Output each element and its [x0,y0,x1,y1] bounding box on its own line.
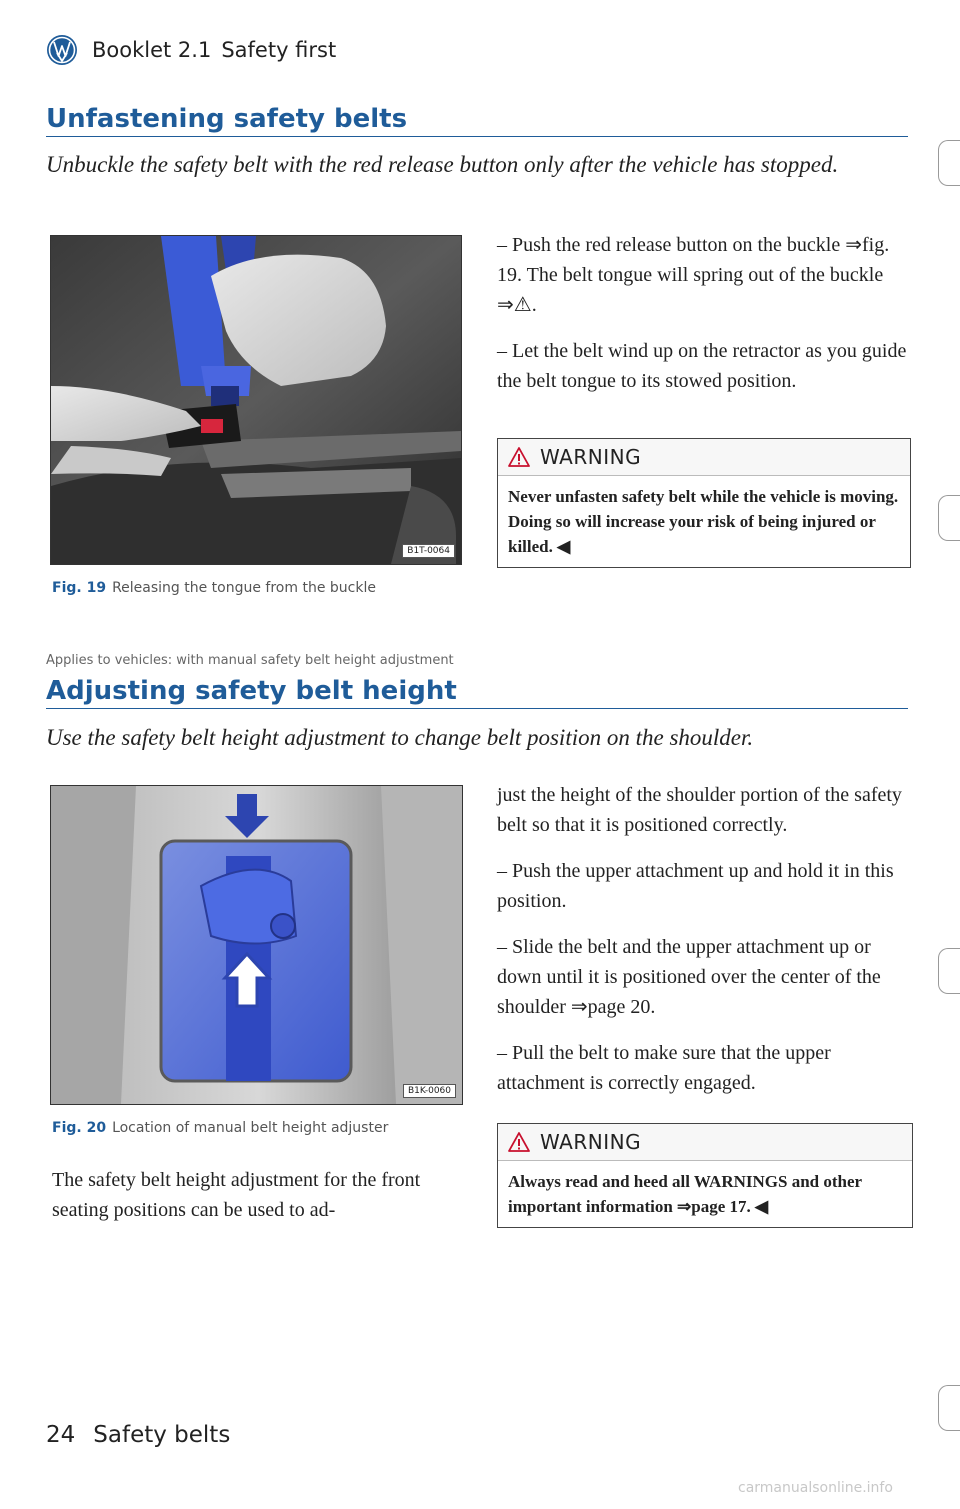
figure-19-caption [52,580,376,596]
figure-19-image [50,235,462,565]
warning-box [497,1123,913,1228]
figure-caption-text: Releasing the tongue from the buckle [112,580,376,596]
section-rule [46,136,908,137]
section2-right-text [497,780,909,1114]
vw-logo-icon [46,34,78,66]
margin-tab-mark [938,948,960,994]
section-intro: Use the safety belt height adjustment to change belt position on the shoulder. [46,725,754,750]
step-item: – Slide the belt and the upper attachment up or down until it is positioned over the center of the shoulder ⇒page 20. [497,936,881,1018]
header-title: Safety first [221,38,337,62]
warning-box [497,438,911,568]
warning-title: WARNING [540,1130,642,1154]
step-item: – Let the belt wind up on the retractor as you guide the belt tongue to its stowed position. [497,340,907,392]
warning-triangle-icon [508,1132,530,1152]
height-adjuster-illustration [51,786,462,1104]
warning-header [498,1124,912,1161]
header-text [92,38,336,62]
warning-text: Always read and heed all WARNINGS and other important information ⇒page 17. ◀ [508,1172,862,1216]
section2-left-text: The safety belt height adjustment for the front seating positions can be used to ad- [52,1169,421,1221]
warning-title: WARNING [540,445,642,469]
step-item: – Push the upper attachment up and hold it in this position. [497,860,894,912]
section1-steps [497,230,907,412]
page-header [46,30,336,70]
figure-20-caption [52,1120,388,1136]
section-title-adjusting: Adjusting safety belt height [46,676,457,706]
step-item: – Push the red release button on the buckle ⇒fig. 19. The belt tongue will spring out of the buckle ⇒⚠. [497,234,890,316]
margin-tab-mark [938,140,960,186]
buckle-illustration [51,236,461,564]
paragraph: just the height of the shoulder portion of the safety belt so that it is positioned correctly. [497,784,902,836]
figure-code: B1T-0064 [402,544,455,558]
figure-code: B1K-0060 [403,1084,456,1098]
page-number: 24 [46,1422,76,1448]
watermark-text: carmanualsonline.info [738,1480,893,1496]
step-item: – Pull the belt to make sure that the upper attachment is correctly engaged. [497,1042,831,1094]
figure-caption-text: Location of manual belt height adjuster [112,1120,389,1136]
figure-20-image [50,785,463,1105]
section-rule [46,708,908,709]
warning-triangle-icon [508,447,530,467]
margin-tab-mark [938,1385,960,1431]
figure-label: Fig. 20 [52,1120,107,1136]
margin-tab-mark [938,495,960,541]
page-footer [46,1422,230,1448]
section-intro: Unbuckle the safety belt with the red release button only after the vehicle has stopped. [46,152,839,177]
warning-header [498,439,910,476]
applies-note: Applies to vehicles: with manual safety belt height adjustment [46,653,454,668]
chapter-name: Safety belts [93,1422,231,1448]
figure-label: Fig. 19 [52,580,107,596]
booklet-label: Booklet 2.1 [92,38,212,62]
warning-text: Never unfasten safety belt while the vehicle is moving. Doing so will increase your risk of being injured or killed. ◀ [508,487,899,556]
section-title-unfastening: Unfastening safety belts [46,104,408,134]
